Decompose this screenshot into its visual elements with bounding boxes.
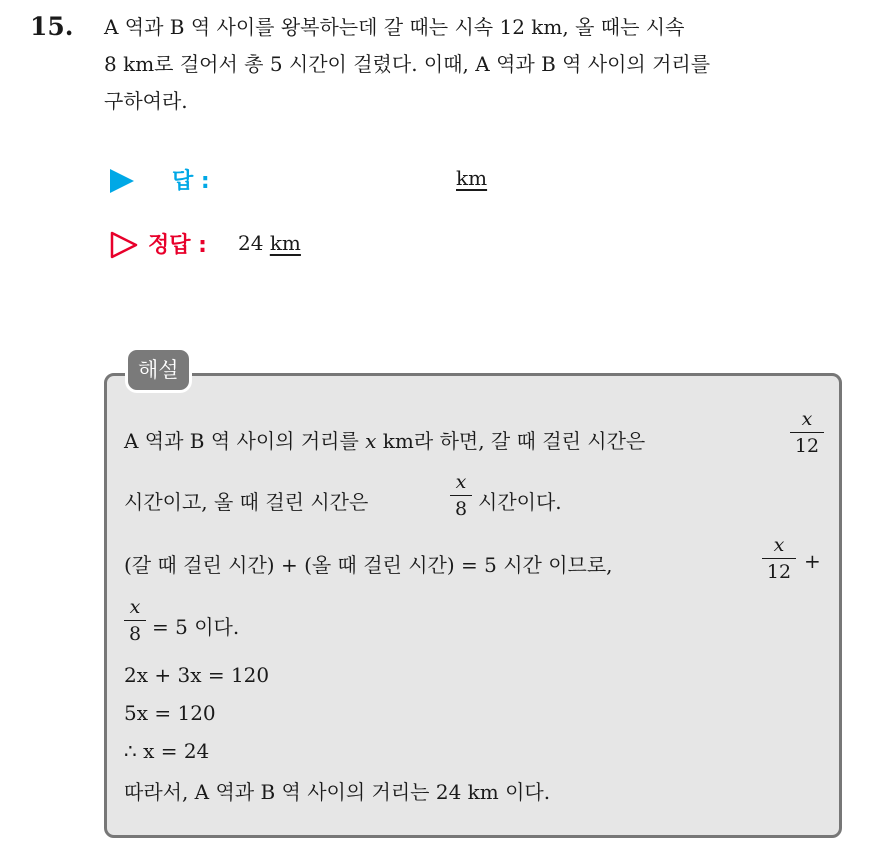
answer-unit: km	[456, 166, 488, 190]
solution-tag: 해설	[128, 350, 189, 390]
equation-2: 5x = 120	[124, 701, 216, 725]
solution-line-1: A 역과 B 역 사이의 거리를 x km라 하면, 갈 때 걸린 시간은	[124, 429, 646, 453]
question-line-3: 구하여라.	[104, 89, 188, 113]
play-triangle-icon	[110, 169, 134, 193]
correct-answer-value	[238, 231, 301, 255]
solution-conclusion: 따라서, A 역과 B 역 사이의 거리는 24 km 이다.	[124, 780, 551, 804]
outline-triangle-icon	[110, 231, 138, 259]
question-number: 15.	[30, 12, 74, 41]
equation-3: ∴ x = 24	[124, 739, 210, 763]
fraction-x-over-8-b: x 8	[124, 598, 146, 644]
correct-answer-label: 정답 :	[148, 233, 207, 258]
correct-answer-unit: km	[269, 231, 301, 255]
answer-label: 답 :	[172, 169, 210, 194]
question-line-2: 8 km로 걸어서 총 5 시간이 걸렸다. 이때, A 역과 B 역 사이의 거리를	[104, 52, 711, 76]
equation-1: 2x + 3x = 120	[124, 663, 270, 687]
solution-line-2: 시간이고, 올 때 걸린 시간은	[124, 490, 369, 514]
fraction-x-over-12-a: x 12	[790, 410, 824, 456]
plus-sign: +	[804, 549, 821, 573]
fraction-x-over-8-a: x 8	[450, 473, 472, 519]
solution-line-4: = 5 이다.	[152, 615, 240, 639]
solution-line-2-rest: 시간이다.	[478, 490, 562, 514]
fraction-x-over-12-b: x 12	[762, 536, 796, 582]
question-line-1: A 역과 B 역 사이를 왕복하는데 갈 때는 시속 12 km, 올 때는 시속	[104, 15, 685, 39]
correct-answer-number: 24	[238, 231, 270, 255]
solution-line-3: (갈 때 걸린 시간) + (올 때 걸린 시간) = 5 시간 이므로,	[124, 553, 613, 577]
